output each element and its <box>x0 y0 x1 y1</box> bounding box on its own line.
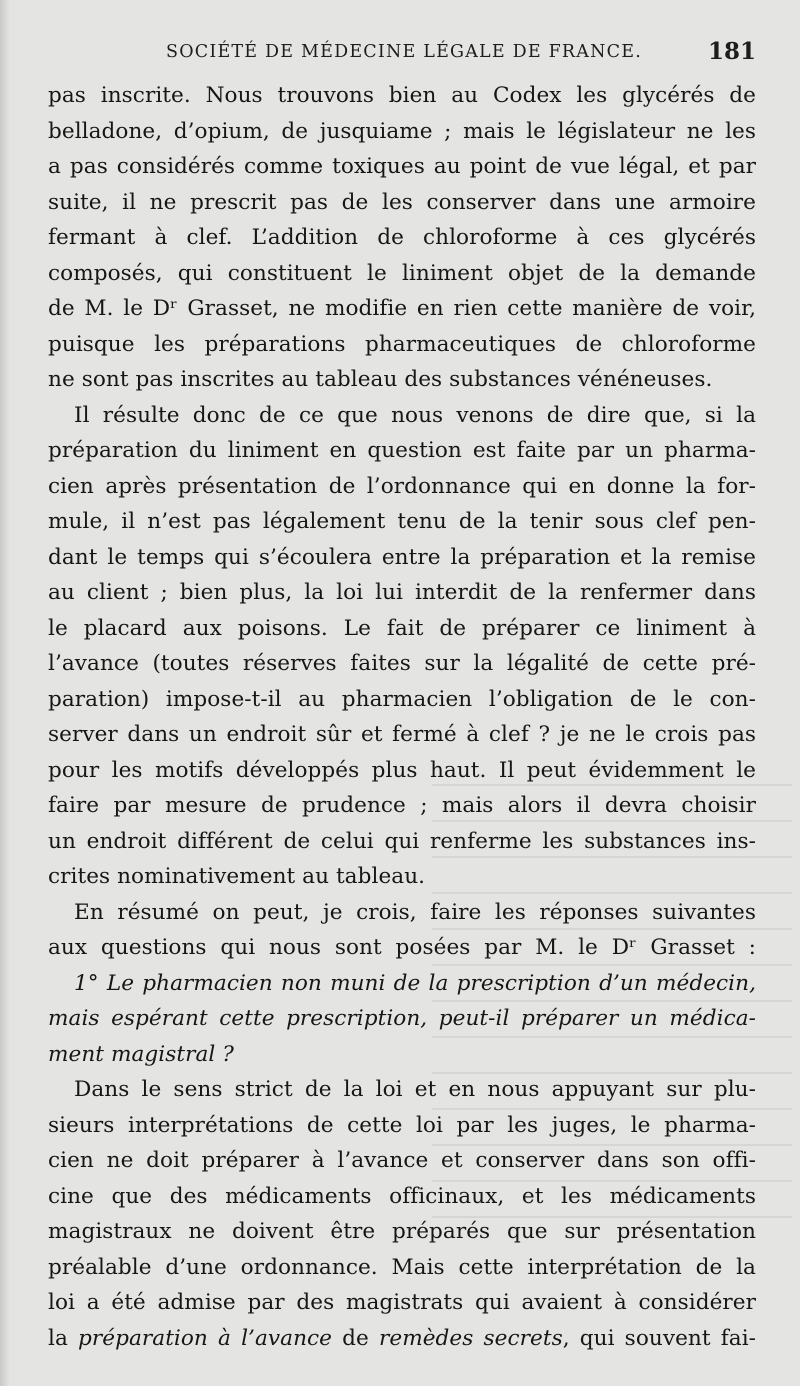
text-line: préparation du liniment en question est faite par un pharma- <box>48 438 756 463</box>
text-line: a pas considérés comme toxiques au point de vue légal, et par <box>48 154 756 179</box>
final-text-line <box>48 1321 756 1357</box>
italic-phrase: préparation à l’avance <box>78 1325 332 1351</box>
question-line: 1° Le pharmacien non muni de la prescription d’un médecin, <box>74 970 756 996</box>
text-line: faire par mesure de prudence ; mais alors il devra choisir <box>48 793 756 818</box>
page-header <box>48 36 756 76</box>
text-line: dant le temps qui s’écoulera entre la préparation et la remise <box>48 544 756 570</box>
text-line: préalable d’une ordonnance. Mais cette interprétation de la <box>48 1254 756 1280</box>
paragraph-start-line: Il résulte donc de ce que nous venons de dire que, si la <box>74 402 756 428</box>
page-number: 181 <box>707 38 756 65</box>
final-line-part: de <box>332 1325 379 1351</box>
text-line: le placard aux poisons. Le fait de préparer ce liniment à <box>48 615 756 641</box>
text-line: suite, il ne prescrit pas de les conserver dans une armoire <box>48 189 756 215</box>
text-line: un endroit différent de celui qui renferme les substances ins- <box>48 828 756 854</box>
italic-phrase: remèdes secrets <box>379 1325 563 1351</box>
paragraph-start-line: En résumé on peut, je crois, faire les réponses suivantes <box>74 899 756 925</box>
text-line: paration) impose-t-il au pharmacien l’obligation de le con- <box>48 686 756 712</box>
text-line: fermant à clef. L’addition de chloroforme à ces glycérés <box>48 225 756 250</box>
text-line: puisque les préparations pharmaceutiques de chloroforme <box>48 331 756 357</box>
text-line: de M. le Dʳ Grasset, ne modifie en rien cette manière de voir, <box>48 296 756 321</box>
text-line: ne sont pas inscrites au tableau des substances vénéneuses. <box>48 367 713 392</box>
question-line: mais espérant cette prescription, peut-il préparer un médica- <box>48 1006 756 1031</box>
paragraph-start-line: Dans le sens strict de la loi et en nous appuyant sur plu- <box>74 1077 756 1102</box>
text-line: composés, qui constituent le liniment objet de la demande <box>48 260 756 286</box>
text-line: sieurs interprétations de cette loi par les juges, le pharma- <box>48 1112 756 1138</box>
question-line: ment magistral ? <box>48 1041 234 1067</box>
text-line: loi a été admise par des magistrats qui avaient à considérer <box>48 1290 756 1315</box>
page-gutter-shadow <box>0 0 10 1386</box>
text-line: cien ne doit préparer à l’avance et conserver dans son offi- <box>48 1148 756 1173</box>
text-line: pour les motifs développés plus haut. Il peut évidemment le <box>48 757 756 783</box>
running-title: SOCIÉTÉ DE MÉDECINE LÉGALE DE FRANCE. <box>166 42 642 62</box>
text-line: cien après présentation de l’ordonnance qui en donne la for- <box>48 473 756 499</box>
text-line: magistraux ne doivent être préparés que sur présentation <box>48 1219 756 1244</box>
text-line: aux questions qui nous sont posées par M. le Dʳ Grasset : <box>48 935 756 960</box>
text-line: cine que des médicaments officinaux, et les médicaments <box>48 1183 756 1209</box>
body-text <box>48 78 756 1356</box>
text-line: crites nominativement au tableau. <box>48 864 426 889</box>
final-line-part: , qui souvent fai- <box>562 1325 756 1351</box>
text-line: au client ; bien plus, la loi lui interdit de la renfermer dans <box>48 580 756 605</box>
text-line: belladone, d’opium, de jusquiame ; mais le législateur ne les <box>48 118 756 144</box>
text-line: mule, il n’est pas légalement tenu de la tenir sous clef pen- <box>48 509 756 534</box>
text-line: pas inscrite. Nous trouvons bien au Codex les glycérés de <box>48 83 756 108</box>
text-line: server dans un endroit sûr et fermé à clef ? je ne le crois pas <box>48 722 756 747</box>
text-line: l’avance (toutes réserves faites sur la légalité de cette pré- <box>48 651 756 676</box>
final-line-part: la <box>48 1325 79 1351</box>
